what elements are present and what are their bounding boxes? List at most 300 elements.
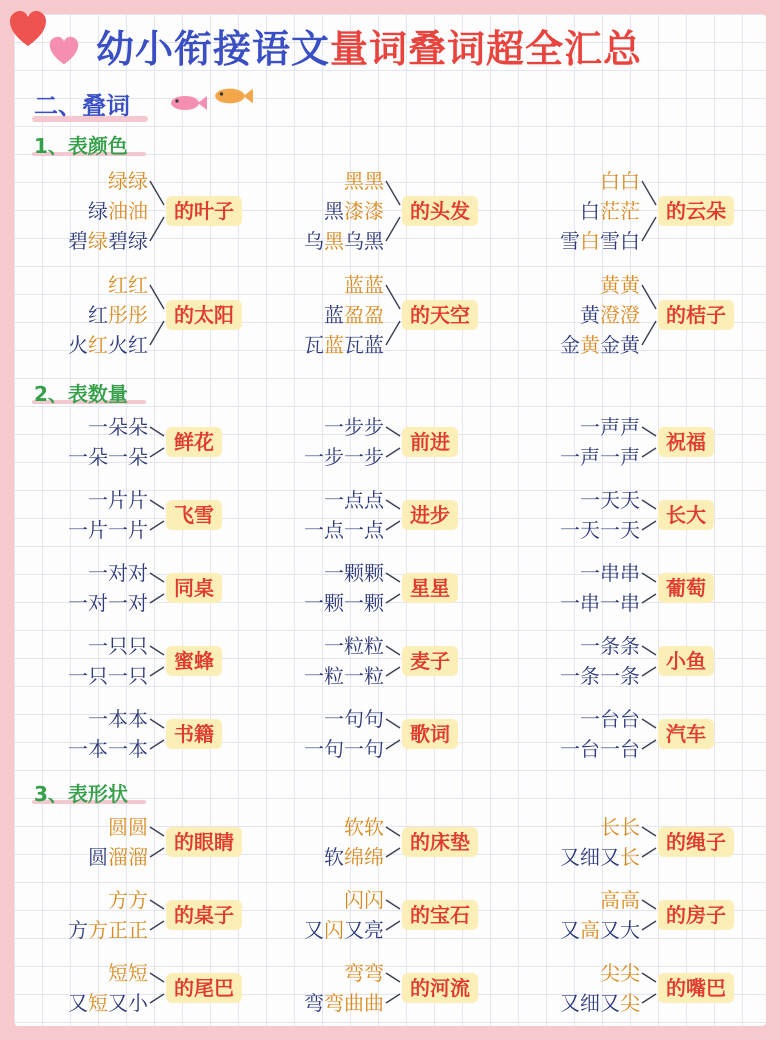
- word-item: [304, 515, 384, 545]
- word-item: [560, 412, 640, 442]
- word-part: 金: [560, 333, 580, 357]
- word-part: 乌: [304, 229, 324, 253]
- word-list: [304, 485, 384, 545]
- word-root: 高高: [600, 888, 640, 912]
- target-noun: 的桔子: [658, 300, 734, 330]
- target-noun: 书籍: [166, 719, 222, 749]
- word-list: [560, 485, 640, 545]
- word-part: 蓝: [324, 303, 344, 327]
- word-item: [560, 442, 640, 472]
- word-item: [304, 270, 384, 300]
- connector-line: [150, 827, 164, 836]
- connector-lines: [148, 812, 168, 872]
- word-root: 红: [88, 333, 108, 357]
- word-item: [560, 330, 640, 360]
- word-part: 又: [560, 918, 580, 942]
- target-noun: 前进: [402, 427, 458, 457]
- word-root: 黄: [580, 333, 600, 357]
- connector-line: [386, 181, 400, 205]
- connector-lines: [148, 412, 168, 472]
- word-root: 一片一片: [68, 518, 148, 542]
- connector-line: [642, 646, 656, 655]
- word-root: 一串一串: [560, 591, 640, 615]
- connector-line: [150, 900, 164, 909]
- word-root: 一台一台: [560, 737, 640, 761]
- connector-line: [642, 448, 656, 457]
- word-item: [560, 558, 640, 588]
- target-noun: 飞雪: [166, 500, 222, 530]
- word-list: [560, 631, 640, 691]
- word-group: [268, 631, 518, 691]
- word-item: [68, 412, 148, 442]
- connector-lines: [148, 485, 168, 545]
- word-group: [32, 812, 282, 872]
- word-item: [68, 300, 148, 330]
- word-part: 红: [88, 303, 108, 327]
- connector-lines: [384, 958, 404, 1018]
- word-root: 一本一本: [68, 737, 148, 761]
- word-group: [268, 412, 518, 472]
- word-item: [304, 330, 384, 360]
- word-item: [68, 485, 148, 515]
- word-root: 软软: [344, 815, 384, 839]
- word-list: [304, 166, 384, 256]
- connector-lines: [640, 270, 660, 360]
- word-item: [68, 226, 148, 256]
- target-noun: 祝福: [658, 427, 714, 457]
- heart-icon: [48, 36, 80, 66]
- word-item: [324, 812, 384, 842]
- word-part: 碧绿: [108, 229, 148, 253]
- connector-line: [642, 827, 656, 836]
- connector-line: [642, 521, 656, 530]
- connector-line: [150, 181, 164, 205]
- connector-lines: [640, 166, 660, 256]
- word-root: 一天天: [580, 488, 640, 512]
- connector-lines: [640, 485, 660, 545]
- connector-line: [386, 719, 400, 728]
- word-root: 黑: [324, 229, 344, 253]
- connector-lines: [640, 558, 660, 618]
- target-noun: 星星: [402, 573, 458, 603]
- word-item: [68, 885, 148, 915]
- connector-lines: [148, 166, 168, 256]
- word-group: [268, 166, 518, 256]
- connector-line: [642, 500, 656, 509]
- word-group: [524, 885, 774, 945]
- word-part: 火: [68, 333, 88, 357]
- word-group: [268, 885, 518, 945]
- word-root: 溜溜: [108, 845, 148, 869]
- word-root: 一朵朵: [88, 415, 148, 439]
- word-item: [68, 958, 148, 988]
- word-part: 雪: [560, 229, 580, 253]
- word-part: 软: [324, 845, 344, 869]
- word-group: [524, 166, 774, 256]
- connector-line: [150, 740, 164, 749]
- title-part-1: 幼小衔接语文: [96, 27, 331, 71]
- word-list: [560, 558, 640, 618]
- word-root: 一片片: [88, 488, 148, 512]
- word-root: 油油: [108, 199, 148, 223]
- word-root: 长长: [600, 815, 640, 839]
- word-group: [524, 631, 774, 691]
- word-part: 瓦蓝: [344, 333, 384, 357]
- word-group: [268, 958, 518, 1018]
- connector-line: [150, 719, 164, 728]
- connector-line: [642, 921, 656, 930]
- word-item: [68, 270, 148, 300]
- word-group: [32, 412, 282, 472]
- word-root: 一步步: [324, 415, 384, 439]
- word-item: [68, 196, 148, 226]
- word-root: 一颗颗: [324, 561, 384, 585]
- word-root: 方方: [108, 888, 148, 912]
- word-root: 长: [620, 845, 640, 869]
- word-root: 白白: [600, 169, 640, 193]
- word-root: 漆漆: [344, 199, 384, 223]
- connector-lines: [384, 704, 404, 764]
- word-list: [304, 885, 384, 945]
- connector-line: [386, 827, 400, 836]
- connector-lines: [640, 812, 660, 872]
- connector-lines: [384, 166, 404, 256]
- word-list: [560, 270, 640, 360]
- connector-line: [386, 921, 400, 930]
- word-item: [304, 588, 384, 618]
- word-item: [304, 485, 384, 515]
- word-root: 一串串: [580, 561, 640, 585]
- word-item: [68, 166, 148, 196]
- target-noun: 的绳子: [658, 827, 734, 857]
- connector-line: [150, 448, 164, 457]
- connector-line: [642, 973, 656, 982]
- word-root: 黑黑: [344, 169, 384, 193]
- word-item: [560, 631, 640, 661]
- target-noun: 的叶子: [166, 196, 242, 226]
- connector-line: [150, 973, 164, 982]
- word-part: 又小: [108, 991, 148, 1015]
- target-noun: 的嘴巴: [658, 973, 734, 1003]
- word-part: 又: [68, 991, 88, 1015]
- connector-line: [642, 848, 656, 857]
- connector-line: [386, 217, 400, 241]
- word-item: [560, 704, 640, 734]
- connector-line: [386, 285, 400, 309]
- word-root: 一声声: [580, 415, 640, 439]
- connector-lines: [384, 412, 404, 472]
- word-item: [304, 166, 384, 196]
- word-list: [68, 704, 148, 764]
- word-item: [324, 842, 384, 872]
- connector-line: [150, 285, 164, 309]
- connector-line: [150, 921, 164, 930]
- connector-lines: [384, 812, 404, 872]
- word-item: [560, 661, 640, 691]
- connector-line: [150, 994, 164, 1003]
- word-item: [304, 558, 384, 588]
- word-root: 一本本: [88, 707, 148, 731]
- word-item: [560, 226, 640, 256]
- connector-line: [642, 667, 656, 676]
- word-root: 彤彤: [108, 303, 148, 327]
- word-root: 澄澄: [600, 303, 640, 327]
- word-part: 绿: [88, 199, 108, 223]
- word-list: [304, 412, 384, 472]
- target-noun: 的眼睛: [166, 827, 242, 857]
- word-group: [268, 485, 518, 545]
- word-item: [68, 734, 148, 764]
- connector-line: [386, 500, 400, 509]
- word-list: [560, 812, 640, 872]
- word-part: 雪白: [600, 229, 640, 253]
- word-root: 弯曲曲: [324, 991, 384, 1015]
- target-noun: 小鱼: [658, 646, 714, 676]
- word-root: 一声一声: [560, 445, 640, 469]
- word-group: [32, 704, 282, 764]
- word-root: 蓝蓝: [344, 273, 384, 297]
- word-item: [560, 300, 640, 330]
- word-root: 一句句: [324, 707, 384, 731]
- connector-lines: [640, 412, 660, 472]
- subsection-heading: 3、表形状: [34, 782, 128, 806]
- connector-lines: [384, 885, 404, 945]
- connector-line: [386, 594, 400, 603]
- word-root: 一颗一颗: [304, 591, 384, 615]
- word-list: [88, 812, 148, 872]
- connector-line: [386, 740, 400, 749]
- word-list: [560, 958, 640, 1018]
- word-list: [68, 270, 148, 360]
- connector-line: [386, 427, 400, 436]
- connector-lines: [148, 270, 168, 360]
- word-group: [32, 631, 282, 691]
- word-list: [304, 558, 384, 618]
- connector-line: [150, 646, 164, 655]
- connector-lines: [148, 958, 168, 1018]
- word-list: [304, 631, 384, 691]
- word-item: [68, 558, 148, 588]
- word-root: 黄黄: [600, 273, 640, 297]
- word-root: 短短: [108, 961, 148, 985]
- connector-lines: [148, 885, 168, 945]
- word-root: 高: [580, 918, 600, 942]
- connector-lines: [384, 558, 404, 618]
- connector-line: [642, 217, 656, 241]
- word-root: 弯弯: [344, 961, 384, 985]
- connector-line: [150, 521, 164, 530]
- word-root: 红红: [108, 273, 148, 297]
- word-item: [88, 812, 148, 842]
- word-list: [68, 166, 148, 256]
- word-group: [524, 412, 774, 472]
- word-item: [68, 330, 148, 360]
- word-item: [560, 270, 640, 300]
- word-part: 又细又: [560, 845, 620, 869]
- word-part: 又细又: [560, 991, 620, 1015]
- word-list: [68, 631, 148, 691]
- connector-line: [150, 594, 164, 603]
- word-item: [560, 166, 640, 196]
- word-group: [268, 704, 518, 764]
- target-noun: 的天空: [402, 300, 478, 330]
- word-item: [304, 958, 384, 988]
- connector-line: [642, 900, 656, 909]
- word-part: 又亮: [344, 918, 384, 942]
- target-noun: 的房子: [658, 900, 734, 930]
- target-noun: 的宝石: [402, 900, 478, 930]
- word-list: [560, 885, 640, 945]
- fish-icon: [212, 86, 254, 106]
- word-root: 蓝: [324, 333, 344, 357]
- word-root: 一句一句: [304, 737, 384, 761]
- connector-line: [642, 181, 656, 205]
- connector-lines: [384, 485, 404, 545]
- word-root: 一朵一朵: [68, 445, 148, 469]
- word-item: [68, 515, 148, 545]
- word-root: 绵绵: [344, 845, 384, 869]
- target-noun: 歌词: [402, 719, 458, 749]
- word-item: [560, 196, 640, 226]
- subsection-heading: 2、表数量: [34, 382, 128, 406]
- word-root: 一天一天: [560, 518, 640, 542]
- word-item: [560, 915, 640, 945]
- word-item: [304, 412, 384, 442]
- connector-line: [642, 740, 656, 749]
- word-item: [68, 661, 148, 691]
- subsection-heading: 1、表颜色: [34, 134, 128, 158]
- word-part: 圆: [88, 845, 108, 869]
- word-root: 一步一步: [304, 445, 384, 469]
- word-list: [68, 958, 148, 1018]
- connector-line: [642, 285, 656, 309]
- word-item: [304, 885, 384, 915]
- word-root: 短: [88, 991, 108, 1015]
- word-root: 盈盈: [344, 303, 384, 327]
- word-root: 闪: [324, 918, 344, 942]
- connector-line: [642, 321, 656, 345]
- word-item: [68, 915, 148, 945]
- connector-line: [150, 427, 164, 436]
- word-root: 绿绿: [108, 169, 148, 193]
- word-root: 圆圆: [108, 815, 148, 839]
- target-noun: 同桌: [166, 573, 222, 603]
- target-noun: 的桌子: [166, 900, 242, 930]
- connector-line: [386, 646, 400, 655]
- connector-line: [642, 427, 656, 436]
- word-group: [524, 704, 774, 764]
- word-item: [560, 842, 640, 872]
- word-item: [68, 631, 148, 661]
- connector-lines: [148, 704, 168, 764]
- connector-line: [386, 448, 400, 457]
- word-group: [268, 812, 518, 872]
- connector-line: [150, 500, 164, 509]
- connector-line: [150, 848, 164, 857]
- connector-line: [642, 594, 656, 603]
- connector-line: [150, 217, 164, 241]
- word-item: [560, 485, 640, 515]
- target-noun: 葡萄: [658, 573, 714, 603]
- connector-line: [386, 848, 400, 857]
- word-item: [304, 734, 384, 764]
- word-group: [32, 558, 282, 618]
- word-group: [524, 958, 774, 1018]
- word-group: [268, 270, 518, 360]
- word-item: [560, 988, 640, 1018]
- target-noun: 长大: [658, 500, 714, 530]
- connector-line: [150, 667, 164, 676]
- word-list: [304, 704, 384, 764]
- connector-line: [150, 321, 164, 345]
- word-part: 火红: [108, 333, 148, 357]
- word-list: [68, 412, 148, 472]
- word-group: [32, 270, 282, 360]
- target-noun: 汽车: [658, 719, 714, 749]
- word-root: 一条条: [580, 634, 640, 658]
- connector-line: [642, 994, 656, 1003]
- connector-lines: [640, 885, 660, 945]
- target-noun: 的床垫: [402, 827, 478, 857]
- word-list: [324, 812, 384, 872]
- word-group: [32, 958, 282, 1018]
- word-root: 茫茫: [600, 199, 640, 223]
- word-root: 一点点: [324, 488, 384, 512]
- target-noun: 蜜蜂: [166, 646, 222, 676]
- word-list: [560, 166, 640, 256]
- word-list: [560, 704, 640, 764]
- connector-line: [386, 321, 400, 345]
- word-item: [304, 442, 384, 472]
- target-noun: 鲜花: [166, 427, 222, 457]
- word-item: [560, 812, 640, 842]
- word-root: 尖: [620, 991, 640, 1015]
- word-part: 碧: [68, 229, 88, 253]
- connector-line: [386, 521, 400, 530]
- connector-lines: [640, 704, 660, 764]
- connector-lines: [640, 631, 660, 691]
- connector-lines: [148, 558, 168, 618]
- target-noun: 麦子: [402, 646, 458, 676]
- word-item: [560, 734, 640, 764]
- connector-lines: [384, 270, 404, 360]
- word-item: [68, 588, 148, 618]
- word-root: 一条一条: [560, 664, 640, 688]
- target-noun: 的尾巴: [166, 973, 242, 1003]
- word-item: [304, 196, 384, 226]
- word-item: [68, 442, 148, 472]
- word-item: [304, 631, 384, 661]
- word-item: [88, 842, 148, 872]
- word-root: 一只只: [88, 634, 148, 658]
- word-list: [304, 270, 384, 360]
- target-noun: 进步: [402, 500, 458, 530]
- connector-lines: [148, 631, 168, 691]
- word-item: [304, 300, 384, 330]
- word-part: 方: [68, 918, 88, 942]
- word-item: [68, 988, 148, 1018]
- word-group: [32, 166, 282, 256]
- connector-lines: [384, 631, 404, 691]
- word-root: 一粒一粒: [304, 664, 384, 688]
- word-part: 金黄: [600, 333, 640, 357]
- word-group: [524, 558, 774, 618]
- word-group: [524, 485, 774, 545]
- word-group: [32, 485, 282, 545]
- word-group: [32, 885, 282, 945]
- word-item: [304, 704, 384, 734]
- connector-line: [642, 573, 656, 582]
